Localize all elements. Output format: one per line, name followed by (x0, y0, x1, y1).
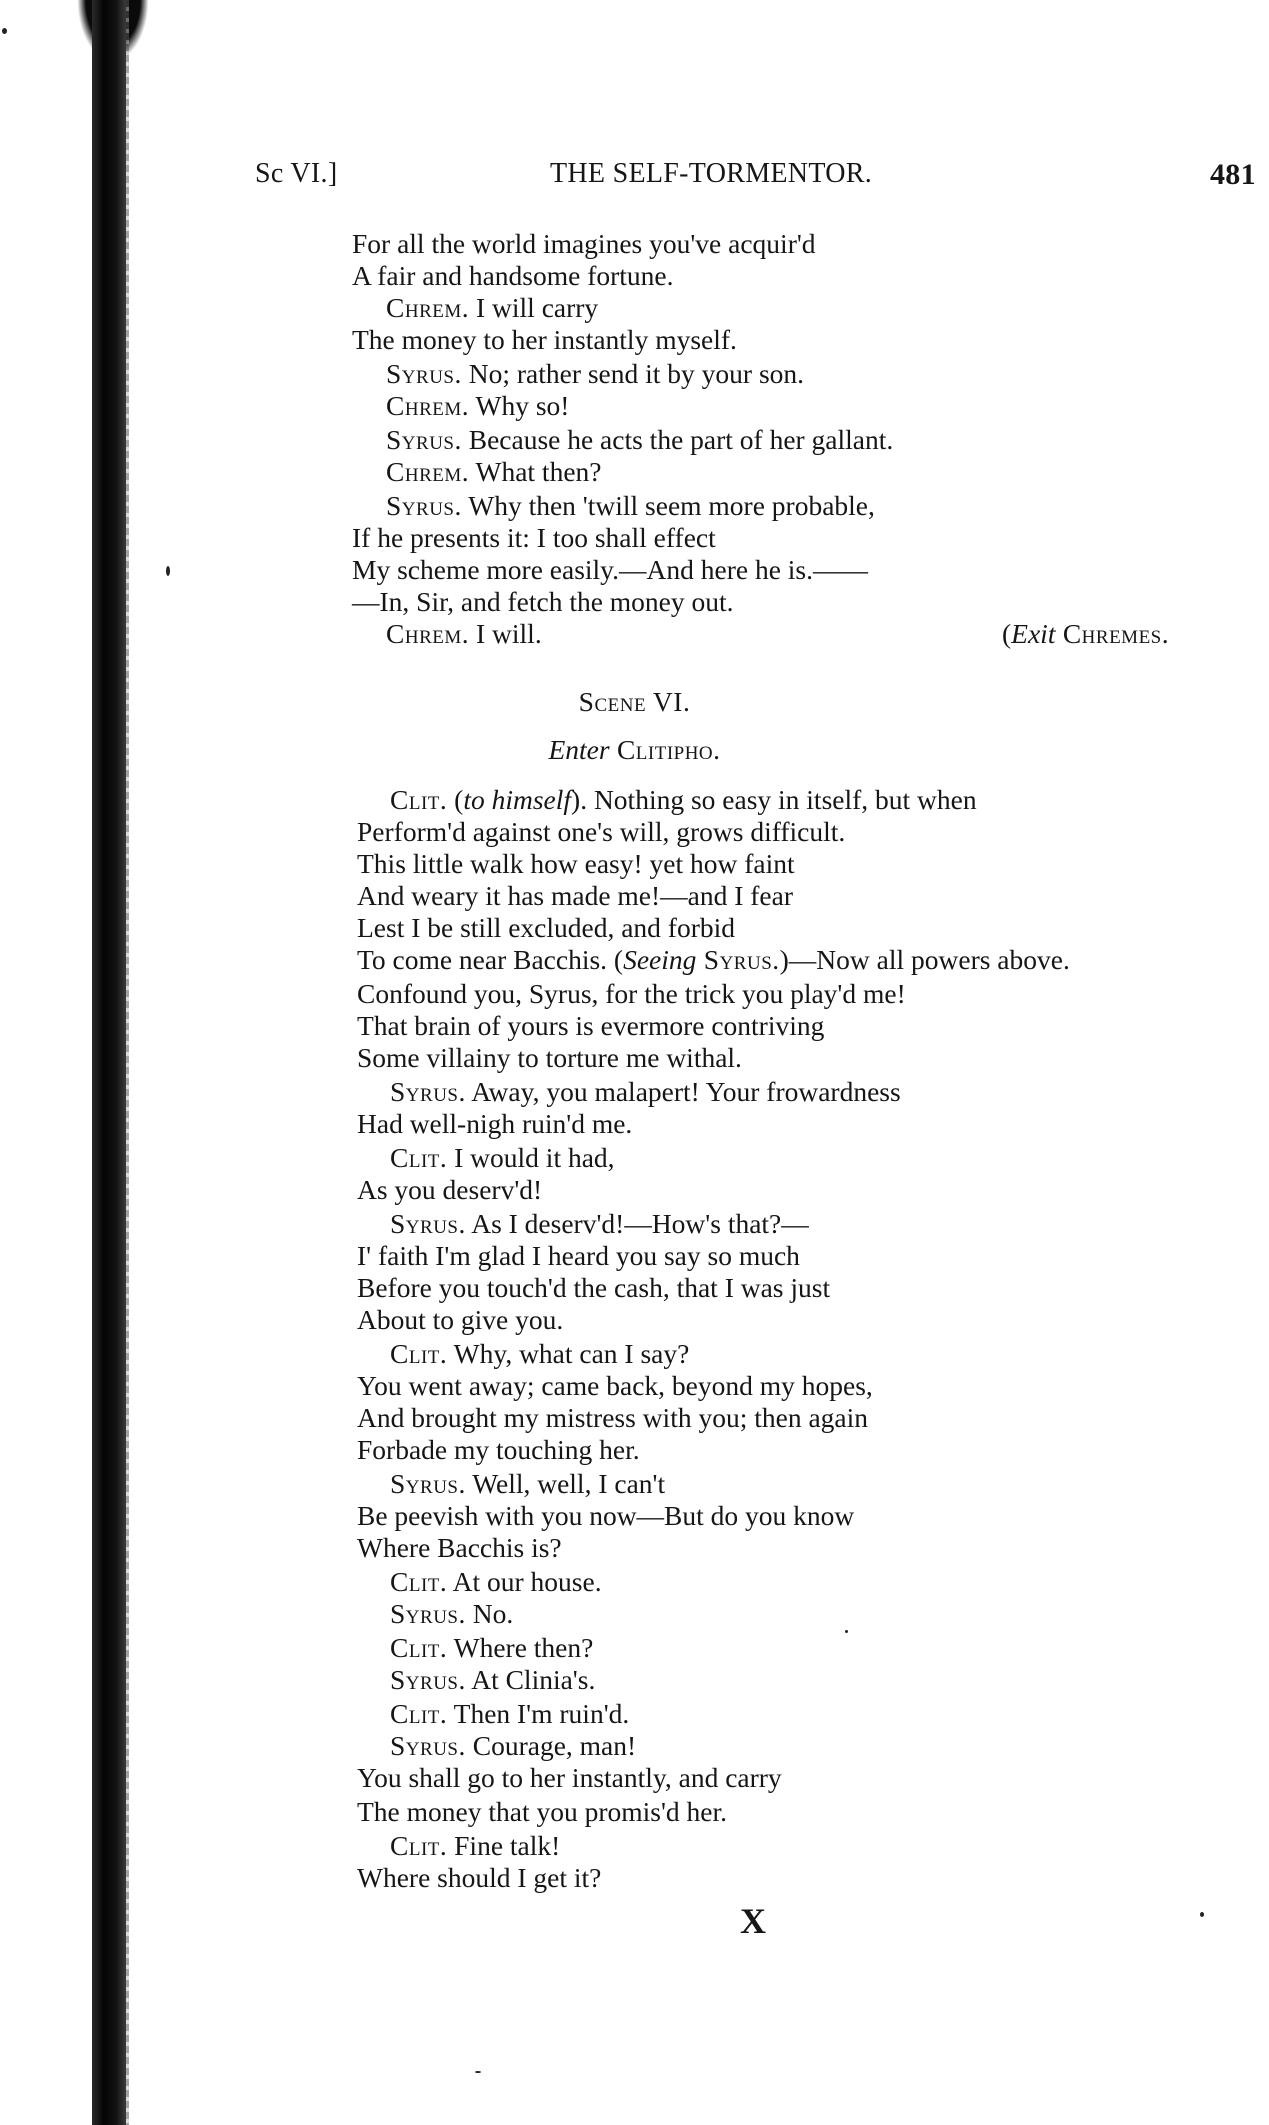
speaker-label: Syrus. (390, 1468, 466, 1499)
text-segment: At Clinia's. (465, 1664, 596, 1695)
speaker-label: Clit. (390, 1830, 448, 1861)
text-line (357, 1434, 640, 1466)
text-line (357, 848, 795, 880)
text-segment: Exit (1011, 618, 1056, 649)
speaker-label: Clit. (390, 1566, 448, 1597)
text-segment: The money that you promis'd her. (357, 1796, 728, 1827)
text-segment: Why then 'twill seem more probable, (461, 490, 875, 521)
text-segment: Away, you malapert! Your frowardness (465, 1076, 901, 1107)
ink-speck (1200, 1912, 1204, 1917)
text-line (357, 944, 1070, 976)
text-line (357, 816, 845, 848)
text-segment: Courage, man! (465, 1730, 637, 1761)
text-line (357, 1108, 632, 1140)
speaker-label: Clit. (390, 1632, 448, 1663)
running-title: THE SELF-TORMENTOR. (550, 158, 873, 189)
ink-speck (475, 2071, 481, 2073)
text-segment: Why, what can I say? (447, 1338, 690, 1369)
text-line (357, 912, 735, 944)
text-segment: That brain of yours is evermore contriving (357, 1010, 825, 1041)
speaker-label: Syrus. (390, 1730, 466, 1761)
text-segment: Lest I be still excluded, and forbid (357, 912, 736, 943)
text-segment: No; rather send it by your son. (461, 358, 805, 389)
text-segment: to himself (463, 784, 572, 815)
signature-mark: X (740, 1901, 766, 1941)
text-segment: Forbade my touching her. (357, 1434, 640, 1465)
text-line (390, 1632, 593, 1664)
page-number: 481 (1210, 158, 1256, 191)
ink-speck (2, 28, 7, 34)
text-segment: And weary it has made me!—and I fear (357, 880, 793, 911)
text-segment: As you deserv'd! (357, 1174, 543, 1205)
scene-heading (0, 686, 1269, 718)
text-segment: To come near Bacchis. ( (357, 944, 624, 975)
text-segment: ( (1002, 618, 1012, 649)
text-segment: Where should I get it? (357, 1862, 602, 1893)
text-segment: Before you touch'd the cash, that I was just (357, 1272, 831, 1303)
text-segment: Well, well, I can't (465, 1468, 666, 1499)
text-segment: And brought my mistress with you; then again (357, 1402, 868, 1433)
speaker-label: Chrem. (386, 292, 470, 323)
text-segment: Seeing (623, 944, 697, 975)
text-segment: The money to her instantly myself. (352, 324, 737, 355)
text-line (390, 1698, 629, 1730)
speaker-label: Chremes. (1055, 618, 1170, 649)
speaker-label: Chrem. (386, 456, 470, 487)
text-segment: Be peevish with you now—But do you know (357, 1500, 855, 1531)
speaker-label: Clit. (390, 1698, 448, 1729)
text-line (357, 1762, 782, 1794)
text-segment: —In, Sir, and fetch the money out. (352, 586, 734, 617)
text-line (390, 1338, 689, 1370)
scene-title: Scene VI. (578, 686, 691, 717)
text-line (357, 1532, 562, 1564)
text-segment: Fine talk! (447, 1830, 561, 1861)
speaker-label: Syrus. (386, 424, 462, 455)
text-segment: You shall go to her instantly, and carry (357, 1762, 782, 1793)
text-line (357, 1042, 742, 1074)
text-line (357, 978, 906, 1010)
text-line (390, 1468, 665, 1500)
text-line (390, 1730, 636, 1762)
text-line (386, 618, 542, 650)
text-segment: Because he acts the part of her gallant. (461, 424, 894, 455)
speaker-label: Clit. (390, 784, 448, 815)
text-line (352, 586, 734, 618)
speaker-label: Syrus. (390, 1598, 466, 1629)
text-line (357, 1402, 868, 1434)
stage-direction (1002, 618, 1169, 650)
speaker-label: Clit. (390, 1338, 448, 1369)
text-line (352, 228, 816, 260)
speaker-label: Chrem. (386, 390, 470, 421)
text-segment: I' faith I'm glad I heard you say so much (357, 1240, 800, 1271)
text-line (390, 1664, 595, 1696)
text-segment: Why so! (469, 390, 570, 421)
speaker-label: Clitipho. (609, 734, 721, 765)
book-spine (92, 0, 126, 2125)
text-segment: Then I'm ruin'd. (447, 1698, 630, 1729)
text-segment: What then? (469, 456, 602, 487)
text-line (357, 1862, 601, 1894)
text-segment: ). Nothing so easy in itself, but when (571, 784, 977, 815)
text-line (357, 880, 793, 912)
act-scene-ref: Sc VI.] (255, 158, 338, 189)
text-segment: This little walk how easy! yet how faint (357, 848, 795, 879)
text-line (386, 292, 598, 324)
text-line (390, 1830, 560, 1862)
speaker-label: Syrus. (696, 944, 780, 975)
text-line (357, 1174, 542, 1206)
text-line (390, 1566, 602, 1598)
text-segment: About to give you. (357, 1304, 564, 1335)
speaker-label: Clit. (390, 1142, 448, 1173)
text-line (386, 490, 875, 522)
text-segment: If he presents it: I too shall effect (352, 522, 716, 553)
text-segment: I will. (469, 618, 542, 649)
text-segment: Where Bacchis is? (357, 1532, 562, 1563)
text-line (352, 522, 716, 554)
text-line (386, 456, 601, 488)
speaker-label: Chrem. (386, 618, 470, 649)
text-segment: A fair and handsome fortune. (352, 260, 674, 291)
speaker-label: Syrus. (390, 1208, 466, 1239)
text-segment: You went away; came back, beyond my hopes, (357, 1370, 873, 1401)
text-segment: ( (447, 784, 464, 815)
text-line (357, 1010, 824, 1042)
text-line (352, 260, 674, 292)
text-line (352, 554, 868, 586)
text-line (386, 424, 893, 456)
text-line (357, 1370, 873, 1402)
text-segment: Where then? (447, 1632, 594, 1663)
text-segment: No. (465, 1598, 514, 1629)
text-line (386, 358, 804, 390)
text-segment: Some villainy to torture me withal. (357, 1042, 742, 1073)
text-line (390, 1076, 901, 1108)
text-line (357, 1500, 854, 1532)
text-segment: Confound you, Syrus, for the trick you play'd me! (357, 978, 906, 1009)
text-segment: I would it had, (447, 1142, 615, 1173)
text-line (352, 324, 737, 356)
speaker-label: Syrus. (386, 358, 462, 389)
speaker-label: Syrus. (386, 490, 462, 521)
text-line (357, 1272, 830, 1304)
text-segment: For all the world imagines you've acquir'd (352, 228, 816, 259)
text-line (357, 1796, 727, 1828)
running-header (0, 158, 1269, 198)
ink-speck (166, 566, 170, 576)
text-line (357, 1304, 563, 1336)
text-line (390, 1142, 615, 1174)
book-spine-edge (126, 0, 129, 2125)
speaker-label: Syrus. (390, 1664, 466, 1695)
speaker-label: Syrus. (390, 1076, 466, 1107)
text-segment: I will carry (469, 292, 599, 323)
text-line (390, 1598, 513, 1630)
text-line (357, 1240, 800, 1272)
text-line (386, 390, 569, 422)
text-segment: My scheme more easily.—And here he is.—— (352, 554, 869, 585)
text-segment: )—Now all powers above. (779, 944, 1070, 975)
text-segment: At our house. (447, 1566, 602, 1597)
text-line (390, 1208, 809, 1240)
text-segment: As I deserv'd!—How's that?— (465, 1208, 809, 1239)
text-segment: Enter (548, 734, 610, 765)
text-segment: Had well-nigh ruin'd me. (357, 1108, 633, 1139)
text-segment: Perform'd against one's will, grows difficult. (357, 816, 846, 847)
ink-speck (845, 1630, 848, 1633)
entrance-direction (0, 734, 1269, 766)
text-line (390, 784, 977, 816)
